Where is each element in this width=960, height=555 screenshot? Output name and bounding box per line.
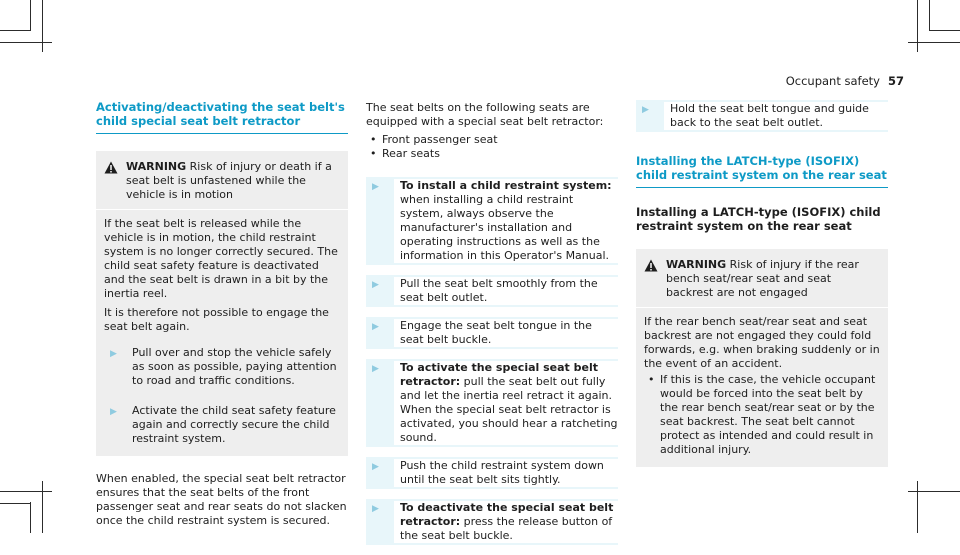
bullet-icon: • (370, 133, 377, 146)
step-arrow-icon: ▶ (372, 364, 379, 374)
step-arrow-icon: ▶ (372, 280, 379, 290)
crop-mark (0, 503, 31, 504)
crop-mark (30, 502, 31, 533)
crop-mark (917, 481, 918, 533)
body-paragraph: When enabled, the special seat belt retractor ensures that the seat belts of the front passenger seat and rear seats do not slacken once the child restraint system is secured. (96, 472, 347, 527)
section-heading: Activating/deactivating the seat belt's child special seat belt retractor (96, 100, 345, 128)
crop-mark (42, 481, 43, 533)
section-title: Occupant safety (785, 74, 880, 88)
warning-lead: Risk of injury if the rear bench seat/rear seat and seat backrest are not engaged (666, 258, 859, 299)
crop-mark (929, 30, 960, 31)
instruction-step: ▶ To install a child restraint system: when installing a child restraint system, always observe the manufacturer's installation and operating instructions as well as the information in this Operator's Manual. (366, 177, 618, 265)
crop-mark (0, 491, 52, 492)
warning-triangle-icon (644, 258, 666, 276)
step-text: Pull over and stop the vehicle safely as soon as possible, paying attention to road and traffic conditions. (132, 346, 337, 387)
crop-mark (908, 491, 960, 492)
list-item: • If this is the case, the vehicle occupant would be forced into the seat belt by the rear bench seat/rear seat or by the seat backrest. The seat belt cannot protect as intended and could result in additional injury. (644, 373, 880, 457)
warning-text: It is therefore not possible to engage the seat belt again. (104, 306, 329, 333)
page-number: 57 (887, 74, 904, 88)
bullet-icon: • (648, 373, 655, 386)
divider (636, 307, 888, 308)
heading-rule (96, 133, 348, 134)
instruction-step: ▶ Pull the seat belt smoothly from the seat belt outlet. (366, 275, 618, 307)
crop-mark (908, 42, 960, 43)
warning-box (636, 249, 888, 467)
step-arrow-icon: ▶ (642, 105, 649, 115)
body-paragraph: The seat belts on the following seats are equipped with a special seat belt retractor: (366, 101, 604, 128)
bullet-icon: • (370, 147, 377, 160)
list-item: • Front passenger seat (366, 133, 618, 147)
step-text: Activate the child seat safety feature again and correctly secure the child restraint system. (132, 404, 336, 445)
list-item: • Rear seats (366, 147, 618, 161)
column-1 (96, 100, 348, 528)
instruction-step: ▶ Push the child restraint system down until the seat belt sits tightly. (366, 457, 618, 489)
instruction-step: ▶ To activate the special seat belt retractor: pull the seat belt out fully and let the inertia reel retract it again. When the special seat belt retractor is activated, you should hear a ratcheting sound. (366, 359, 618, 447)
page-header (786, 74, 904, 88)
warning-label: WARNING (666, 258, 727, 271)
step-arrow-icon: ▶ (110, 349, 117, 359)
instruction-step: ▶ Hold the seat belt tongue and guide back to the seat belt outlet. (636, 100, 888, 132)
step-arrow-icon: ▶ (372, 504, 379, 514)
column-3 (636, 100, 888, 467)
divider (96, 209, 348, 210)
warning-step (104, 404, 340, 446)
step-arrow-icon: ▶ (372, 462, 379, 472)
crop-mark (917, 0, 918, 52)
step-arrow-icon: ▶ (372, 322, 379, 332)
instruction-step: ▶ Engage the seat belt tongue in the seat belt buckle. (366, 317, 618, 349)
warning-step (104, 346, 340, 388)
subheading: Installing a LATCH-type (ISOFIX) child restraint system on the rear seat (636, 205, 881, 233)
crop-mark (0, 30, 31, 31)
warning-label: WARNING (126, 160, 187, 173)
crop-mark (30, 0, 31, 31)
instruction-step: ▶ To deactivate the special seat belt retractor: press the release button of the seat belt buckle. (366, 499, 618, 545)
warning-box (96, 151, 348, 456)
step-arrow-icon: ▶ (110, 407, 117, 417)
crop-mark (42, 0, 43, 52)
warning-text: If the rear bench seat/rear seat and seat backrest are not engaged they could fold forwards, e.g. when braking suddenly or in the event of an accident. (644, 315, 880, 370)
warning-triangle-icon (104, 160, 126, 178)
step-arrow-icon: ▶ (372, 182, 379, 192)
crop-mark (0, 42, 52, 43)
heading-rule (636, 187, 888, 188)
crop-mark (929, 0, 930, 31)
column-2 (366, 101, 618, 555)
warning-lead: Risk of injury or death if a seat belt is unfastened while the vehicle is in motion (126, 160, 332, 201)
bullet-list (366, 133, 618, 161)
warning-text: If the seat belt is released while the vehicle is in motion, the child restraint system is no longer correctly secured. The child seat safety feature is deactivated and the seat belt is drawn in a bit by the inertia reel. (104, 217, 338, 300)
section-heading: Installing the LATCH-type (ISOFIX) child restraint system on the rear seat (636, 154, 887, 182)
